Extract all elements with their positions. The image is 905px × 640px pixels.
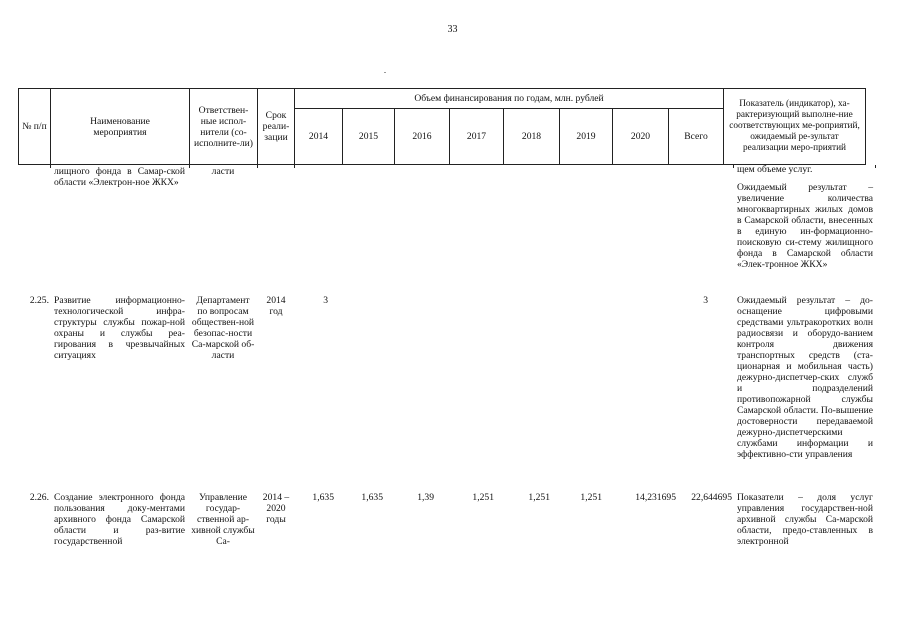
header-year-2015: 2015 xyxy=(343,109,395,165)
header-year-2018: 2018 xyxy=(504,109,560,165)
header-year-2019: 2019 xyxy=(560,109,613,165)
header-term: Срок реали-зации xyxy=(258,89,295,165)
row-2-26-num: 2.26. xyxy=(29,492,49,503)
row-2-26-value-2018: 1,251 xyxy=(528,492,550,503)
row-2-25-value-total: 3 xyxy=(703,295,708,306)
page-number: 33 xyxy=(447,24,458,35)
row-2-26-value-2016: 1,39 xyxy=(417,492,434,503)
row-2-26-term: 2014 – 2020 годы xyxy=(262,492,290,525)
row-2-25-term: 2014 год xyxy=(266,295,286,317)
column-stub xyxy=(294,165,295,168)
header-year-2020: 2020 xyxy=(613,109,669,165)
header-year-2016: 2016 xyxy=(395,109,450,165)
row-2-25-value-2014: 3 xyxy=(323,295,328,306)
continuation-indicator-result: Ожидаемый результат – увеличение количества многоквартирных жилых домов в Самарской области, внесенных в единую ин-формационно-поисковую си-стему жилищного фонда в Самарской области «Элек-тронное ЖКХ» xyxy=(737,182,873,270)
row-2-26-value-2020: 14,231695 xyxy=(635,492,676,503)
row-2-25-indicator: Ожидаемый результат – до-оснащение цифровыми средствами ультракоротких волн радиосвязи и оборудо-ванием контроля движения транспортных средств (ста-ционарная и мобильная часть) дежурно-диспетчер-ских служб и подразделений противопожарной службы Самарской области. По-вышение достоверности передаваемой дежурно-диспетчерскими службами информации и эффективно-сти управления xyxy=(737,295,873,460)
row-2-26-executor: Управление государ-ственной ар-хивной службы Са- xyxy=(191,492,255,547)
scan-speck xyxy=(384,72,386,73)
row-2-26-value-2014: 1,635 xyxy=(312,492,334,503)
continuation-executor: ласти xyxy=(211,166,235,177)
row-2-25-executor: Департамент по вопросам обществен-ной безопас-ности Са-марской об-ласти xyxy=(191,295,255,361)
header-total: Всего xyxy=(669,109,724,165)
column-stub xyxy=(257,165,258,168)
header-year-2014: 2014 xyxy=(295,109,343,165)
header-num: № п/п xyxy=(19,89,51,165)
header-funding: Объем финансирования по годам, млн. рублей xyxy=(295,89,724,109)
row-2-26-value-total: 22,644695 xyxy=(691,492,732,503)
row-2-25-num: 2.25. xyxy=(29,295,49,306)
column-stub xyxy=(189,165,190,168)
row-2-25-name: Развитие информационно-технологической инфра-структуры службы пожар-ной охраны и службы реа-гирования в чрезвычайных ситуациях xyxy=(54,295,185,361)
row-2-26-indicator: Показатели – доля услуг управления государствен-ной архивной службы Са-марской области, предо-ставленных в электронной xyxy=(737,492,873,547)
header-executors: Ответствен-ные испол-нители (со-исполните-ли) xyxy=(190,89,258,165)
header-indicator: Показатель (индикатор), ха-рактеризующий выполне-ние соответствующих ме-роприятий, ожидаемый ре-зультат реализации меро-приятий xyxy=(724,89,866,165)
row-2-26-name: Создание электронного фонда пользования доку-ментами архивного фонда Самарской области и раз-витие государственной xyxy=(54,492,185,547)
table-header xyxy=(18,88,866,165)
header-name: Наименование мероприятия xyxy=(51,89,190,165)
continuation-name: лищного фонда в Самар-ской области «Электрон-ное ЖКХ» xyxy=(54,166,185,188)
row-2-26-value-2017: 1,251 xyxy=(472,492,494,503)
header-year-2017: 2017 xyxy=(450,109,504,165)
column-stub xyxy=(875,165,876,168)
row-2-26-value-2019: 1,251 xyxy=(580,492,602,503)
column-stub xyxy=(733,165,734,168)
column-stub xyxy=(50,165,51,168)
row-2-26-value-2015: 1,635 xyxy=(361,492,383,503)
continuation-indicator-tail: щем объеме услуг. xyxy=(737,164,813,175)
